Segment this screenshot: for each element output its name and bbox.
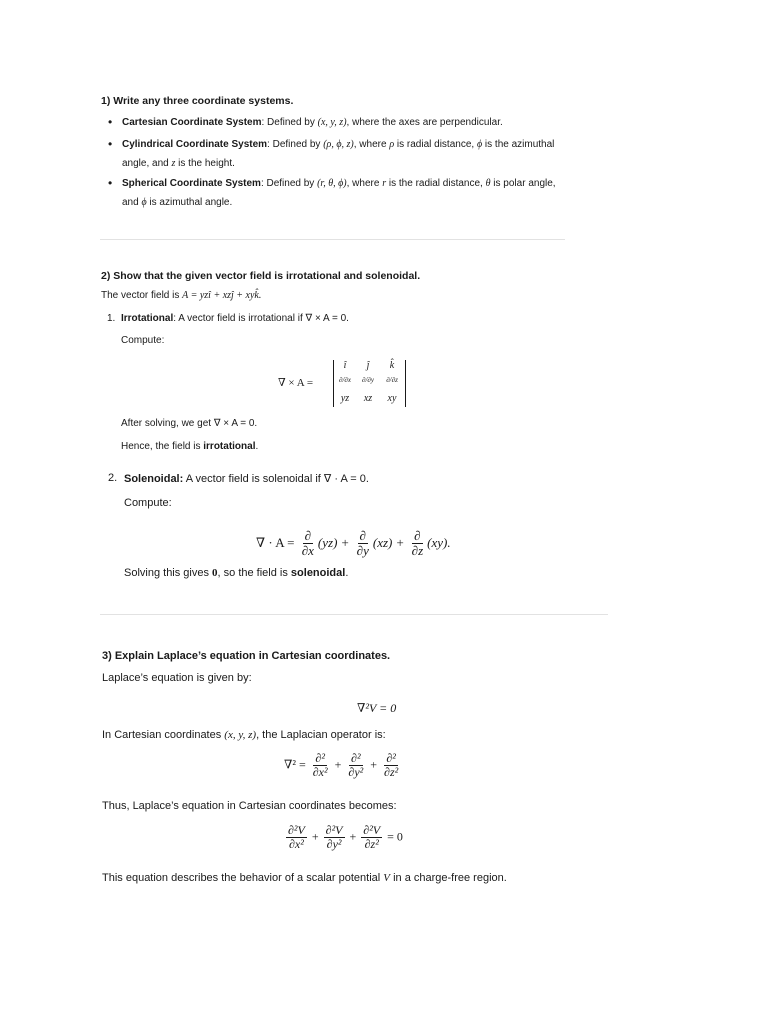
math-inline: ϕ	[141, 197, 147, 208]
partial-z: ∂/∂z	[386, 376, 398, 384]
math-inline: r	[382, 178, 387, 189]
item-text: is azimuthal angle.	[146, 197, 233, 208]
item-text: is the azimuthal angle, and	[122, 139, 555, 169]
curl-determinant	[278, 360, 413, 408]
unit-i: î	[343, 360, 347, 371]
bullet-icon: •	[108, 137, 113, 151]
thus-text: Thus, Laplace’s equation in Cartesian coordinates becomes:	[102, 800, 397, 812]
math-inline: (x, y, z)	[317, 117, 347, 128]
section3-heading: 3) Explain Laplace’s equation in Cartesian coordinates.	[102, 650, 391, 662]
conclusion-text: Hence, the field is	[121, 441, 204, 452]
vector-field-intro	[101, 290, 261, 301]
laplace-cartesian-equation	[284, 824, 403, 851]
laplacian-operator	[284, 752, 402, 779]
denominator: ∂x	[301, 543, 314, 559]
item-text: : Defined by	[260, 178, 318, 189]
compute-label: Compute:	[124, 497, 172, 509]
math-inline: (ρ, ϕ, z)	[323, 139, 354, 150]
partial-y: ∂/∂y	[362, 376, 374, 384]
conclusion-text: .	[255, 441, 259, 452]
term-cartesian: Cartesian Coordinate System	[122, 117, 262, 128]
desc-text: in a charge-free region.	[390, 872, 507, 884]
solenoidal-definition	[124, 472, 369, 485]
div-lhs: ∇ · A =	[256, 534, 295, 550]
curl-result: After solving, we get ∇ × A = 0.	[121, 418, 258, 429]
term-solenoidal: Solenoidal:	[124, 473, 184, 485]
plus-sign: +	[311, 829, 319, 844]
fraction	[286, 824, 307, 851]
bullet-icon: •	[108, 115, 113, 129]
math-inline: A = yzî + xzĵ + xyk̂.	[182, 290, 262, 301]
plus-sign: +	[370, 757, 378, 772]
item-text: : Defined by	[261, 117, 318, 128]
term-spherical: Spherical Coordinate System	[122, 178, 261, 189]
item-text: is the radial distance,	[386, 178, 486, 189]
term-irrotational: Irrotational	[121, 313, 174, 324]
math-inline: ρ	[389, 139, 395, 150]
divider	[100, 614, 608, 615]
denominator: ∂z	[411, 543, 424, 559]
numerator: ∂²V	[363, 823, 381, 837]
list-number: 2.	[108, 472, 118, 484]
section2-heading: 2) Show that the given vector field is irrotational and solenoidal.	[101, 270, 421, 282]
fraction	[355, 529, 371, 559]
div-term: (yz) +	[317, 534, 350, 550]
denominator: ∂y²	[326, 837, 342, 852]
irrotational-definition	[121, 313, 349, 324]
numerator: ∂²	[351, 751, 361, 765]
det-right-bar	[405, 360, 406, 407]
fraction	[311, 752, 330, 779]
denominator: ∂y	[356, 543, 369, 559]
conclusion-text: Solving this gives	[124, 567, 213, 579]
item-text: , where	[346, 178, 383, 189]
math-inline: V	[383, 872, 391, 884]
plus-sign: +	[334, 757, 342, 772]
item-text: is polar angle, and	[122, 178, 556, 208]
math-zero: 0	[212, 567, 218, 579]
irrotational-conclusion	[121, 441, 258, 452]
laplace-equation: ∇²V = 0	[357, 701, 397, 715]
cartesian-intro	[102, 729, 386, 741]
partial-x: ∂/∂x	[339, 376, 351, 384]
denominator: ∂z²	[384, 765, 399, 780]
component-yz: yz	[340, 393, 350, 404]
conclusion-term: solenoidal	[290, 567, 346, 579]
bullet-icon: •	[108, 176, 113, 190]
conclusion-text: , so the field is	[217, 567, 291, 579]
math-inline: (x, y, z)	[224, 729, 257, 741]
numerator: ∂	[359, 528, 366, 543]
math-inline: (r, θ, ϕ)	[317, 178, 347, 189]
math-inline: θ	[485, 178, 491, 189]
list-number: 1.	[107, 313, 116, 324]
plus-sign: +	[349, 829, 357, 844]
intro-text: In Cartesian coordinates	[102, 729, 225, 741]
fraction	[324, 824, 345, 851]
div-term: (xz) +	[372, 534, 405, 550]
intro-text: The vector field is	[101, 290, 183, 301]
compute-label: Compute:	[121, 335, 165, 346]
numerator: ∂	[304, 528, 312, 543]
fraction	[361, 824, 382, 851]
numerator: ∂	[414, 528, 421, 543]
unit-k: k̂	[389, 360, 395, 371]
item-text: , where the axes are perpendicular.	[346, 117, 503, 128]
conclusion-term: irrotational	[203, 441, 256, 452]
description-text	[102, 872, 507, 884]
list-item-cartesian	[122, 113, 562, 132]
definition-text: : A vector field is irrotational if ∇ × A = 0.	[173, 313, 349, 324]
equals-zero: = 0	[387, 829, 403, 844]
solenoidal-conclusion	[124, 567, 348, 579]
term-cylindrical: Cylindrical Coordinate System	[122, 139, 268, 150]
fraction	[410, 529, 425, 559]
list-item-spherical	[122, 174, 562, 212]
math-inline: ϕ	[476, 139, 483, 150]
div-term: (xy).	[427, 534, 451, 550]
operator-lhs: ∇² =	[284, 757, 306, 772]
curl-lhs: ∇ × A =	[278, 377, 314, 389]
fraction	[382, 752, 400, 779]
section1-heading: 1) Write any three coordinate systems.	[101, 95, 294, 107]
divergence-equation	[256, 529, 451, 559]
det-left-bar	[333, 360, 334, 407]
list-item-cylindrical	[122, 135, 562, 173]
item-text: is radial distance,	[394, 139, 477, 150]
item-text: is the height.	[175, 158, 235, 169]
numerator: ∂²V	[325, 823, 343, 837]
unit-j: ĵ	[366, 360, 370, 371]
divider	[100, 239, 565, 240]
math-inline: z	[171, 158, 176, 169]
item-text: : Defined by	[267, 139, 324, 150]
definition-text: A vector field is solenoidal if ∇ · A = 0.	[183, 473, 369, 485]
numerator: ∂²V	[288, 823, 305, 837]
denominator: ∂y²	[348, 765, 364, 780]
intro-text: , the Laplacian operator is:	[256, 729, 386, 741]
laplace-intro: Laplace’s equation is given by:	[102, 672, 252, 684]
denominator: ∂x²	[312, 765, 328, 780]
desc-text: This equation describes the behavior of a scalar potential	[102, 872, 384, 884]
fraction	[346, 752, 365, 779]
conclusion-text: .	[345, 567, 349, 579]
denominator: ∂z²	[364, 837, 379, 852]
component-xy: xy	[387, 393, 397, 404]
numerator: ∂²	[315, 751, 325, 765]
fraction	[300, 529, 316, 559]
component-xz: xz	[363, 393, 373, 404]
denominator: ∂x²	[289, 837, 304, 852]
numerator: ∂²	[386, 751, 396, 765]
item-text: , where	[353, 139, 390, 150]
